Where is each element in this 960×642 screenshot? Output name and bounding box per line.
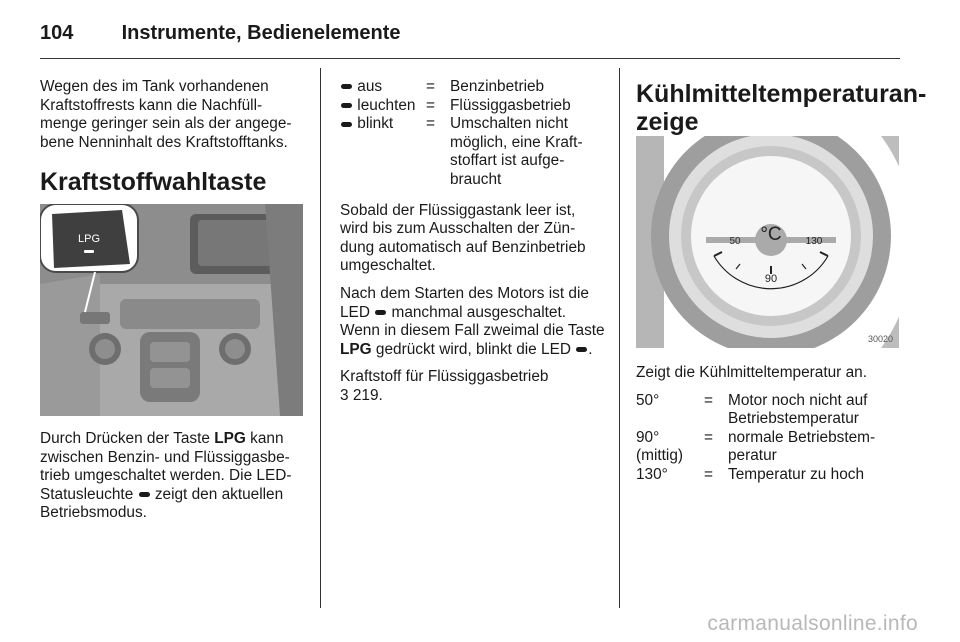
equals-sign: =: [704, 428, 713, 446]
temperature-table-row: [636, 429, 900, 466]
lpg-button-illustration: [40, 204, 303, 416]
gauge-unit-label: °C: [760, 224, 782, 245]
led-icon: [139, 492, 150, 497]
gauge-mark-50: 50: [729, 236, 741, 247]
equals-sign: =: [426, 115, 435, 133]
led-icon: [375, 310, 386, 315]
temperature-meaning: Motor noch nicht auf Betriebstemperatur: [728, 391, 868, 428]
led-status-table: [340, 78, 605, 190]
lpg-label-text: LPG: [78, 233, 101, 245]
equals-sign: =: [704, 465, 713, 483]
image-code: 30020: [867, 334, 893, 344]
led-table-row: [340, 115, 605, 189]
heading-kraftstoffwahltaste: Kraftstoffwahltaste: [40, 168, 267, 197]
column-divider-1: [320, 68, 321, 608]
para-fuel-reference: Kraftstoff für Flüssiggasbetrieb 3 219.: [340, 368, 549, 404]
column-1: [40, 78, 308, 196]
led-icon: [341, 84, 352, 89]
heading-kuehlmitteltemperatur: Kühlmitteltemperaturan-zeige: [636, 80, 927, 136]
led-icon: [341, 122, 352, 127]
temperature-meaning: Temperatur zu hoch: [728, 465, 865, 483]
watermark: carmanualsonline.info: [707, 612, 918, 635]
para-tank-empty: Sobald der Flüssiggastank leer ist, wird bis zum Ausschalten der Zün-dung automatisch auf Benzinbetrieb umgeschaltet.: [340, 201, 586, 275]
page-header: [40, 22, 401, 45]
led-meaning: Umschalten nicht möglich, eine Kraft-stoffart ist aufge-braucht: [450, 115, 583, 188]
temperature-value: 130°: [636, 465, 668, 483]
column-2: [340, 78, 605, 415]
lpg-caption: Durch Drücken der Taste LPG kann zwischen Benzin- und Flüssiggasbe-trieb umgeschaltet werden. Die LED-Statusleuchte zeigt den aktuellen Betriebsmodus.: [40, 430, 292, 522]
center-console-image: [40, 204, 303, 416]
led-state: aus: [357, 78, 383, 95]
led-meaning: Flüssiggasbetrieb: [450, 96, 571, 114]
temperature-table-row: [636, 466, 900, 485]
temperature-table: [636, 392, 900, 485]
temperature-meaning: normale Betriebstem-peratur: [728, 428, 876, 465]
led-table-row: [340, 97, 605, 116]
led-icon: [341, 103, 352, 108]
led-state: leuchten: [357, 96, 416, 114]
header-rule: [40, 58, 900, 59]
coolant-gauge-illustration: [636, 136, 899, 348]
equals-sign: =: [704, 391, 713, 409]
lpg-keyword: LPG: [340, 340, 372, 358]
temperature-table-row: [636, 392, 900, 429]
gauge-mark-130: 130: [805, 236, 823, 247]
page-number: 104: [40, 22, 74, 44]
column-3: [636, 80, 927, 136]
temperature-value: 50°: [636, 391, 660, 409]
led-state: blinkt: [357, 115, 394, 133]
led-table-row: [340, 78, 605, 97]
gauge-mark-90: 90: [764, 273, 778, 285]
coolant-description: [636, 364, 900, 485]
column-divider-2: [619, 68, 620, 608]
led-meaning: Benzinbetrieb: [450, 78, 545, 95]
led-icon: [576, 347, 587, 352]
lpg-keyword: LPG: [214, 430, 246, 447]
page-reference-link[interactable]: 3 219.: [340, 386, 383, 404]
temperature-value: 90° (mittig): [636, 428, 684, 465]
coolant-intro: Zeigt die Kühlmitteltemperatur an.: [636, 364, 867, 381]
coolant-gauge-image: [636, 136, 899, 348]
section-title: Instrumente, Bedienelemente: [121, 22, 401, 44]
equals-sign: =: [426, 96, 435, 114]
equals-sign: =: [426, 78, 435, 95]
intro-paragraph: Wegen des im Tank vorhandenen Kraftstoffrests kann die Nachfüll-menge geringer sein als der angege-bene Nenninhalt des Kraftstofftanks.: [40, 78, 292, 151]
para-led-off: Nach dem Starten des Motors ist die LED manchmal ausgeschaltet. Wenn in diesem Fall zweimal die Taste LPG gedrückt wird, blinkt die LED .: [340, 284, 605, 358]
